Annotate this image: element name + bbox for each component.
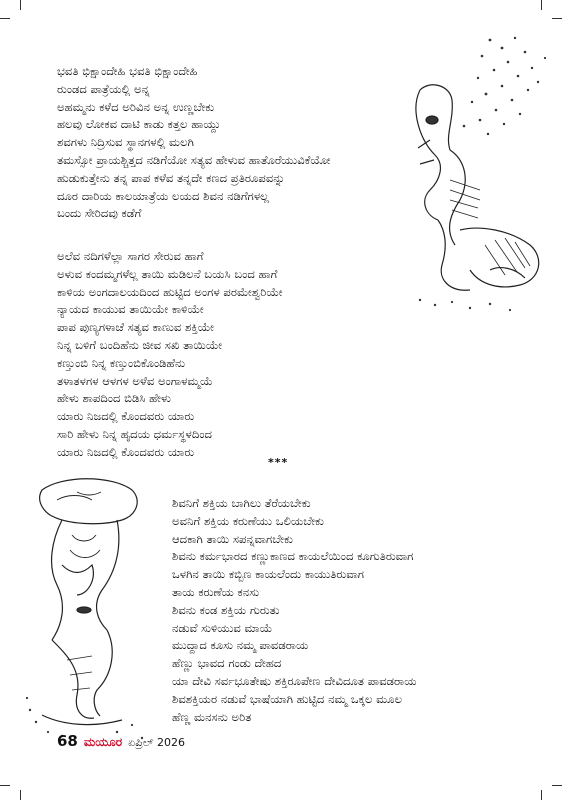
poem-line: ನ್ಯಾಯದ ಕಾಯುವ ತಾಯಿಯೇ ಕಾಳಿಯೇ xyxy=(57,302,204,317)
poem-line: ಯಾರು ನಿಜದಲ್ಲಿ ಕೊಂದವರು ಯಾರು xyxy=(57,444,195,459)
poem-line: ಕಣ್ತುಂಬಿ ನಿನ್ನ ಕಣ್ತುಂಬಿಕೊಂಡಿಹೆನು xyxy=(57,355,186,370)
poem-line: ದೂರ ದಾರಿಯ ಕಾಲಯಾತ್ರೆಯ ಲಯದ ಶಿವನ ನಡಿಗೆಗಳಲ್ಲ xyxy=(57,188,270,203)
poem-line: ನಡುವೆ ಸುಳಿಯುವ ಮಾಯೆ xyxy=(172,620,273,635)
crop-mark xyxy=(20,790,21,800)
poem-line: ಅಹಮ್ಮನು ಕಳೆದ ಅರಿವಿನ ಅನ್ನ ಉಣ್ಣಬೇಕು xyxy=(57,99,215,114)
poem-line: ಹುಡುಕುತ್ತೇನು ತನ್ನ ಪಾಪ ಕಳೆವ ತನ್ನದೇ ಕಣದ ಪ್ರತಿರೂಪವನ್ನು xyxy=(57,170,285,185)
poem-line: ಯಾರು ನಿಜದಲ್ಲಿ ಕೊಂದವರು ಯಾರು xyxy=(57,409,195,424)
page-footer xyxy=(57,732,185,754)
poem-line: ತಳಾತಳಗಳ ಆಳಗಳ ಅಳೆವ ಅಂಗಾಳಮ್ಮಯೆ xyxy=(57,373,213,388)
poem-line: ಬಂದು ಸೇರಿದವು ಕಡೆಗೆ xyxy=(57,206,142,221)
poem-line: ತಮಸ್ಸೋ ಪ್ರಾಯಶ್ಚಿತ್ತದ ನಡಿಗೆಯೋ ಸತ್ಯವ ಹೇಳುವ ಹಾತೊರೆಯುವಿಕೆಯೋ xyxy=(57,152,331,167)
falling-dots xyxy=(463,37,546,135)
poem-line: ಶಿವನು ಕರ್ಮಭಾರದ ಕಣ್ಣುಕಾಣದ ಕಾಯಲೆಯಿಂದ ಕೂಗುತಿರುವಾಗ xyxy=(172,549,414,564)
magazine-logo: ಮಯೂರ xyxy=(83,735,123,749)
poem-line: ರುಂಡದ ಪಾತ್ರೆಯಲ್ಲಿ ಅನ್ನ xyxy=(57,81,150,96)
crop-mark xyxy=(552,18,562,19)
poem-line: ಹೇಳು ಶಾಪದಿಂದ ಬಿಡಿಸಿ ಹೇಳು xyxy=(57,391,171,406)
poem-line: ಹಲವು ಲೋಕವ ದಾಟಿ ಕಾಡು ಕತ್ತಲ ಹಾಯ್ದು xyxy=(57,117,221,132)
issue-date: ಏಪ್ರಿಲ್ 2026 xyxy=(128,736,185,749)
page-number: 68 xyxy=(57,732,78,750)
dust-dots xyxy=(419,299,511,311)
devi-illustration xyxy=(22,470,167,745)
poem-line: ಸಾರಿ ಹೇಳು ನಿನ್ನ ಹೃದಯ ಧರ್ಮಸ್ಥಳದಿಂದ xyxy=(57,426,212,441)
poem-line: ಒಳಗಿನ ತಾಯಿ ಕಬ್ಬಿಣ ಕಾಯಲೆಂದು ಕಾಯುತಿರುವಾಗ xyxy=(172,567,365,582)
poem-line: ಮುದ್ದಾದ ಕೂಸು ನಮ್ಮ ಪಾವಡರಾಯ xyxy=(172,638,309,653)
stanza-2 xyxy=(57,248,283,462)
poem-line: ಹೆಣ್ಣು ಭಾವದ ಗಂಡು ದೇಹದ xyxy=(172,656,282,671)
poem-line: ಆದಕಾಗಿ ತಾಯಿ ಸಪನ್ನವಾಗಬೇಕು xyxy=(172,531,293,546)
crop-mark xyxy=(541,0,542,10)
poem-line: ಕಾಳಿಯ ಅಂಗದಾಲಯದಿಂದ ಹುಟ್ಟಿದ ಅಂಗಳ ಪರಮೇಶ್ವರಿಯೇ xyxy=(57,284,283,299)
poem-line: ಅಲೆವ ನದಿಗಳೆಲ್ಲಾ ಸಾಗರ ಸೇರುವ ಹಾಗೆ xyxy=(57,249,204,263)
poem-line: ಅಳುವ ಕಂದಮ್ಮಗಳೆಲ್ಲ ತಾಯಿ ಮಡಿಲನೆ ಬಯಸಿ ಬಂದ ಹಾಗೆ xyxy=(57,266,278,281)
poem-line: ಹೆಣ್ಣ ಮನಸನು ಅರಿತ xyxy=(172,709,252,724)
poem-line: ಯಾ ದೇವಿ ಸರ್ವಭೂತೇಷು ಶಕ್ತಿರೂಪೇಣ ದೇವಿದೂತ ಪಾವಡರಾಯ xyxy=(172,673,417,688)
crop-mark xyxy=(0,785,10,786)
crop-mark xyxy=(0,18,10,19)
poem-line: ಅವನಿಗೆ ಶಕ್ತಿಯ ಕರುಣೆಯು ಒಲಿಯಬೇಕು xyxy=(172,513,324,528)
poem-line: ಭವತಿ ಭಿಕ್ಷಾಂದೇಹಿ ಭವತಿ ಭಿಕ್ಷಾಂದೇಹಿ xyxy=(57,64,198,78)
poem-line: ನಿನ್ನ ಬಳಿಗೆ ಬಂದಿಹೆನು ಜೀವ ಸಖಿ ತಾಯಿಯೇ xyxy=(57,337,223,352)
poem-line: ತಾಯ ಕರುಣೆಯ ಕನಸು xyxy=(172,584,260,599)
poem-line: ಶಿವನು ಕಂಡ ಶಕ್ತಿಯ ಗುರುತು xyxy=(172,602,280,617)
stanza-1 xyxy=(57,63,330,223)
stanza-3 xyxy=(172,495,417,726)
poem-line: ಶವಗಳು ನಿದ್ರಿಸುವ ಸ್ಥಾನಗಳಲ್ಲಿ ಮಲಗಿ xyxy=(57,135,194,150)
crop-mark xyxy=(20,0,21,10)
crop-mark xyxy=(552,785,562,786)
shiva-illustration xyxy=(390,30,555,320)
crop-mark xyxy=(541,790,542,800)
section-separator: *** xyxy=(268,456,289,469)
poem-line: ಪಾಪ ಪುಣ್ಯಗಳಾಚೆ ಸತ್ಯವ ಕಾಣುವ ಶಕ್ತಿಯೇ xyxy=(57,320,214,335)
poem-line: ಶಿವನಿಗೆ ಶಕ್ತಿಯ ಬಾಗಿಲು ತೆರೆಯಬೇಕು xyxy=(172,496,311,510)
poem-line: ಶಿವಶಕ್ತಿಯರ ನಡುವೆ ಭಾಷೆಯಾಗಿ ಹುಟ್ಟಿದ ನಮ್ಮ ಒಕ್ಕಲ ಮೂಲ xyxy=(172,691,403,706)
